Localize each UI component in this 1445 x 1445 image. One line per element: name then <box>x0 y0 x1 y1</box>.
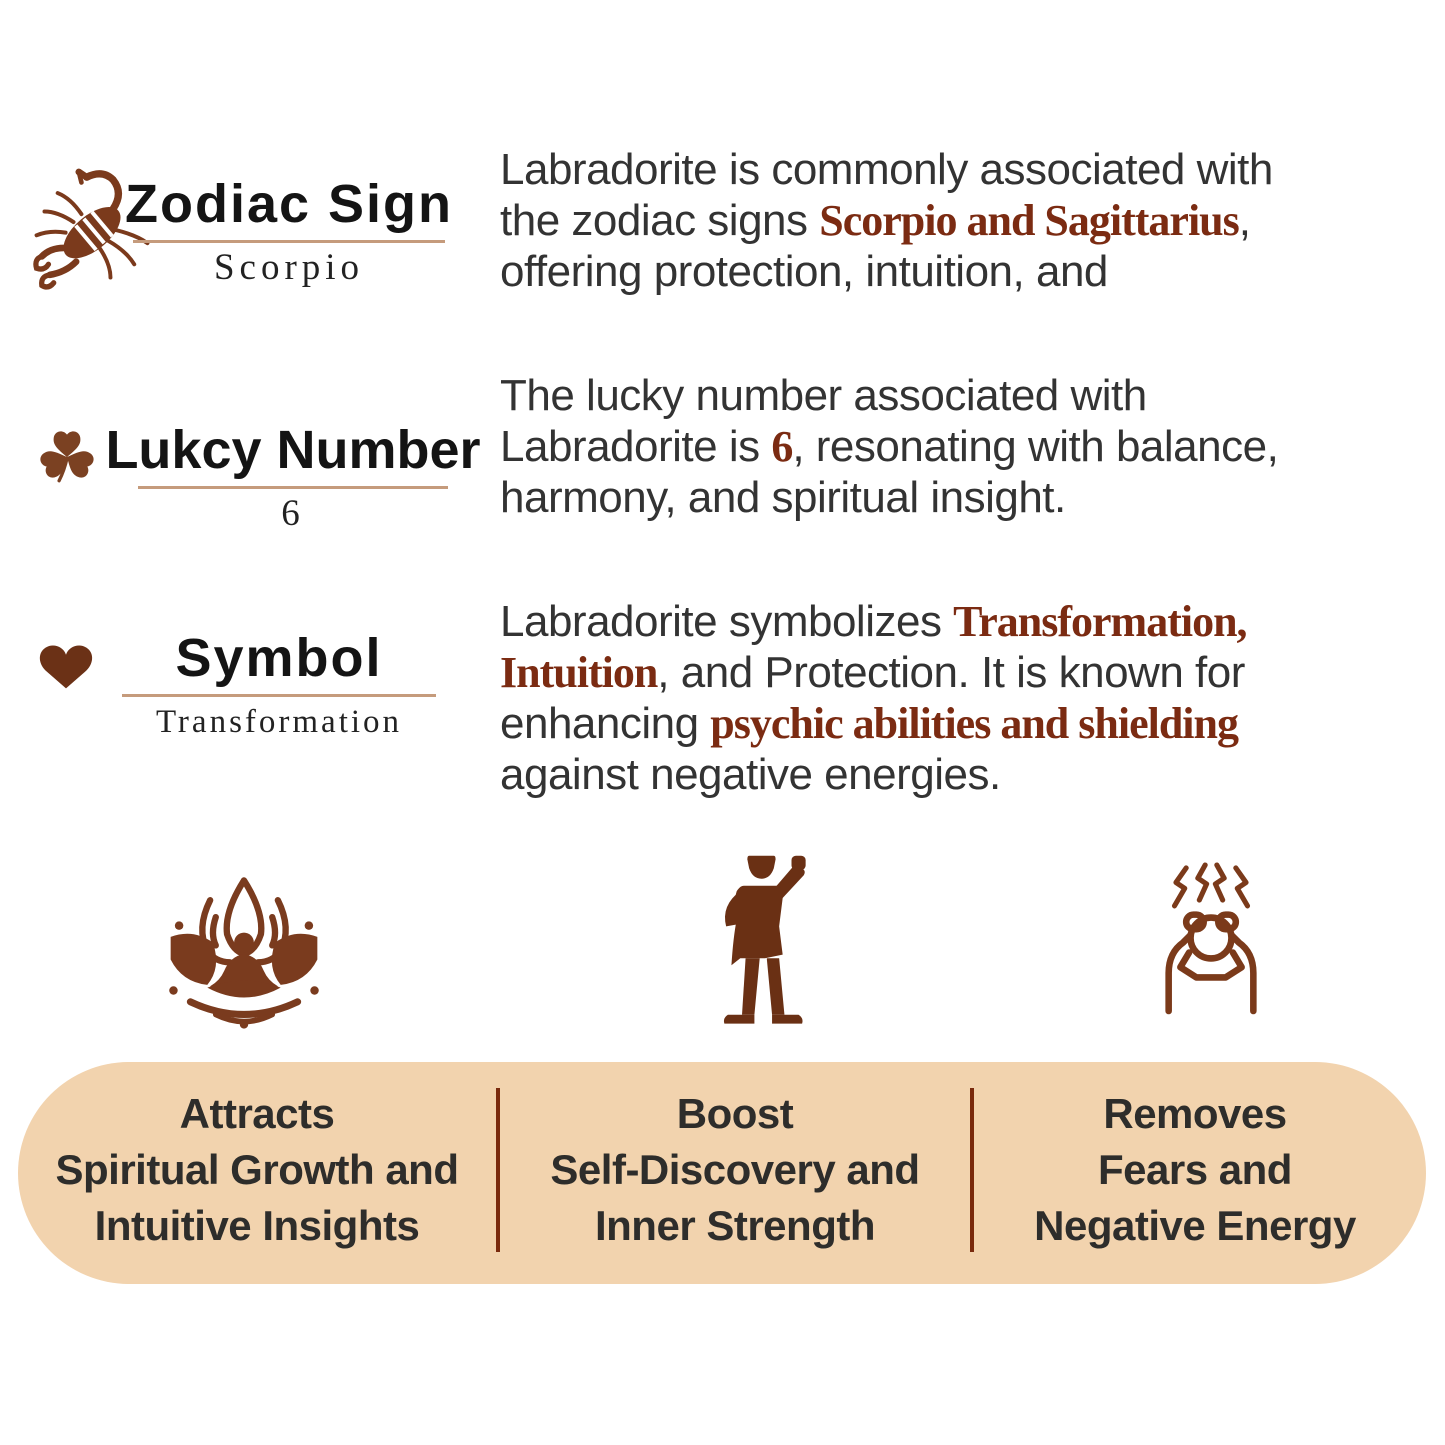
paragraph-line <box>500 647 1445 698</box>
text-run: Labradorite is commonly associated with <box>500 145 1273 194</box>
hero-strength-icon <box>712 843 818 1031</box>
symbol-value: Transformation <box>155 704 403 740</box>
accent-text-run: Intuition <box>500 648 658 697</box>
zodiac-sign-title: Zodiac Sign <box>124 174 454 234</box>
lotus-meditation-icon <box>158 872 330 1030</box>
benefit-line: Attracts <box>179 1090 335 1137</box>
panel-divider <box>970 1088 974 1252</box>
title-underline <box>122 694 436 697</box>
symbol-head <box>96 628 462 743</box>
benefit-line: Spiritual Growth and <box>55 1146 459 1193</box>
symbol-title: Symbol <box>175 628 383 688</box>
panel-divider <box>496 1088 500 1252</box>
text-run: Labradorite symbolizes <box>500 597 954 646</box>
benefit-attracts <box>28 1086 486 1254</box>
text-run: harmony, and spiritual insight. <box>500 473 1066 522</box>
text-run: , resonating with balance, <box>792 422 1279 471</box>
zodiac-sign-value: Scorpio <box>213 247 365 288</box>
text-run: Labradorite is <box>500 422 772 471</box>
benefit-line: Negative Energy <box>1034 1202 1356 1249</box>
paragraph-line <box>500 596 1445 647</box>
text-run: The lucky number associated with <box>500 371 1147 420</box>
lucky-number-paragraph <box>500 370 1445 523</box>
paragraph-line <box>500 144 1445 195</box>
text-run: offering protection, intuition, and <box>500 247 1108 296</box>
paragraph-line <box>500 195 1445 246</box>
lucky-number-value: 6 <box>281 493 305 534</box>
clover-icon <box>34 424 100 498</box>
heart-icon <box>36 641 96 695</box>
symbol-paragraph <box>500 596 1445 800</box>
text-run: , <box>1238 196 1251 245</box>
benefit-boost <box>510 1086 960 1254</box>
benefit-line: Fears and <box>1098 1146 1292 1193</box>
paragraph-line <box>500 749 1445 800</box>
text-run: , and Protection. It is known for <box>657 648 1245 697</box>
zodiac-paragraph <box>500 144 1445 297</box>
paragraph-line <box>500 472 1445 523</box>
benefit-line: Inner Strength <box>594 1202 875 1249</box>
benefit-line: Self-Discovery and <box>550 1146 920 1193</box>
accent-text-run: Scorpio and Sagittarius <box>819 196 1239 245</box>
text-run: the zodiac signs <box>500 196 820 245</box>
accent-text-run: Transformation, <box>953 597 1247 646</box>
text-run: against negative energies. <box>500 750 1001 799</box>
paragraph-line <box>500 698 1445 749</box>
text-run: enhancing <box>500 699 711 748</box>
lucky-number-title: Lukcy Number <box>105 420 481 480</box>
title-underline <box>133 240 445 243</box>
paragraph-line <box>500 421 1445 472</box>
paragraph-line <box>500 370 1445 421</box>
benefit-removes <box>978 1086 1412 1254</box>
accent-text-run: psychic abilities and shielding <box>710 699 1238 748</box>
paragraph-line <box>500 246 1445 297</box>
accent-text-run: 6 <box>771 422 793 471</box>
lucky-number-head <box>100 420 486 535</box>
zodiac-sign-head <box>106 174 472 289</box>
benefit-line: Boost <box>676 1090 794 1137</box>
stress-relief-icon <box>1138 852 1284 1024</box>
benefit-line: Intuitive Insights <box>94 1202 420 1249</box>
title-underline <box>138 486 448 489</box>
benefit-line: Removes <box>1103 1090 1287 1137</box>
